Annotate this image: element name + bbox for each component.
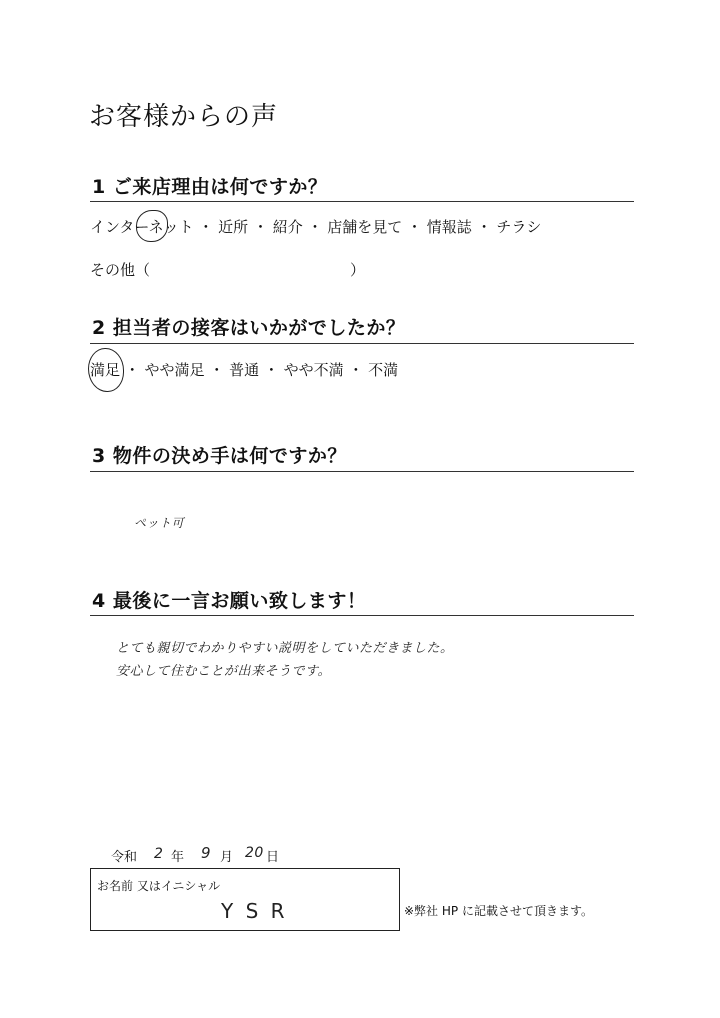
- q4-handwritten-line-2: 安心して住むことが出来そうです。: [116, 664, 331, 679]
- q1-other-close: ）: [350, 261, 366, 279]
- selection-circle-mark: [88, 348, 124, 392]
- divider: [90, 343, 634, 344]
- date-month: 9: [201, 844, 212, 862]
- date-era: 令和: [111, 850, 138, 865]
- question-4-heading: 4 最後に一言お願い致します！: [92, 590, 367, 612]
- name-box-label: お名前 又はイニシャル: [97, 879, 221, 893]
- name-box-value: Y S R: [221, 899, 288, 923]
- q2-options: 満足 ・ やや満足 ・ 普通 ・ やや不満 ・ 不満: [90, 361, 399, 379]
- publication-note: ※弊社 HP に記載させて頂きます。: [404, 904, 593, 918]
- divider: [90, 201, 634, 202]
- q3-handwritten-answer: ペット可: [134, 516, 185, 530]
- divider: [90, 615, 634, 616]
- page-title: お客様からの声: [89, 102, 279, 132]
- question-1-heading: 1 ご来店理由は何ですか？: [92, 176, 328, 198]
- date-month-unit: 月: [220, 850, 234, 865]
- q1-other-label: その他（: [90, 261, 151, 279]
- date-day-unit: 日: [266, 850, 280, 865]
- question-2-heading: 2 担当者の接客はいかがでしたか？: [92, 317, 406, 339]
- name-box: [90, 868, 400, 931]
- date-day: 20: [245, 845, 264, 861]
- selection-circle-mark: [136, 210, 168, 242]
- question-3-heading: 3 物件の決め手は何ですか？: [92, 445, 347, 467]
- q4-handwritten-line-1: とても親切でわかりやすい説明をしていただきました。: [116, 641, 454, 656]
- divider: [90, 471, 634, 472]
- date-year-unit: 年: [171, 850, 185, 865]
- date-year: 2: [154, 846, 164, 862]
- q1-options: インターネット ・ 近所 ・ 紹介 ・ 店舗を見て ・ 情報誌 ・ チラシ: [90, 218, 542, 236]
